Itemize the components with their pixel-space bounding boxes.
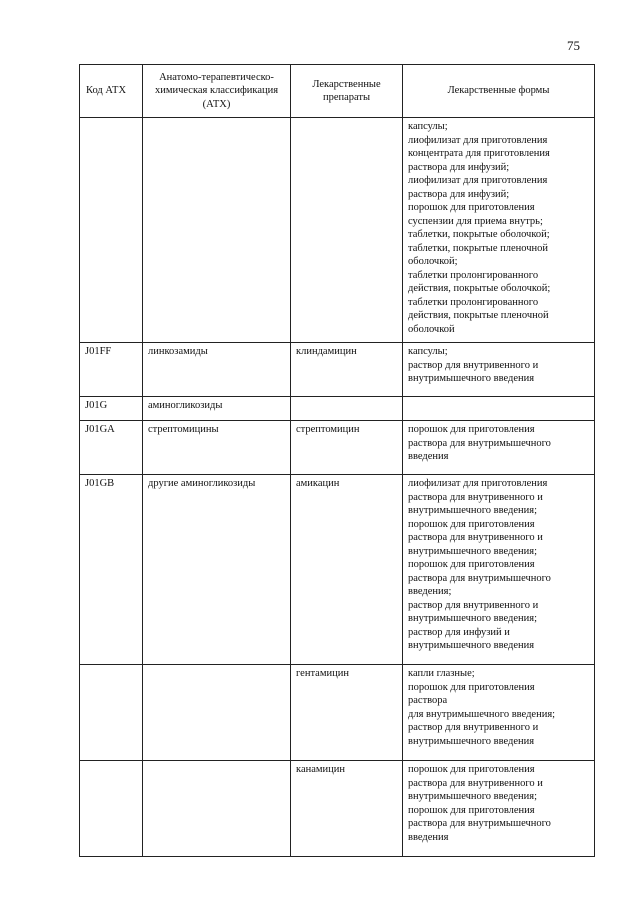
form-line: раствора для внутривенного и [408,491,543,503]
cell-drug: гентамицин [291,665,403,761]
cell-classification [143,665,291,761]
cell-forms [403,761,595,857]
cell-drug: амикацин [291,475,403,665]
cell-drug: канамицин [291,761,403,857]
form-line: действия, покрытые оболочкой; [408,283,551,294]
form-line: порошок для приготовления [408,804,535,816]
header-classification [143,65,291,118]
form-line: внутримышечного введения [408,373,535,384]
form-line: таблетки, покрытые пленочной [408,242,549,254]
form-line: таблетки пролонгированного [408,296,539,308]
cell-forms [403,665,595,761]
cell-code: J01FF [80,343,143,397]
form-line: введения [408,831,449,843]
cell-drug: клиндамицин [291,343,403,397]
form-line: для внутримышечного введения; [408,708,556,720]
cell-forms [403,421,595,475]
cell-code: J01GA [80,421,143,475]
form-line: порошок для приготовления [408,764,535,775]
form-line: оболочкой [408,323,455,335]
form-line: раствора для инфузий; [408,188,510,200]
atx-drug-table [79,64,595,857]
form-line: лиофилизат для приготовления [408,478,548,489]
form-line: оболочкой; [408,256,458,267]
form-line: концентрата для приготовления [408,148,550,159]
form-line: порошок для приготовления [408,681,535,693]
cell-classification [143,761,291,857]
cell-code [80,761,143,857]
cell-code: J01GB [80,475,143,665]
cell-classification [143,118,291,343]
form-line: капсулы; [408,346,448,357]
form-line: внутримышечного введения; [408,505,538,516]
table-header-row [80,65,595,118]
form-line: капли глазные; [408,668,475,679]
cell-classification: аминогликозиды [143,397,291,421]
form-line: капсулы; [408,121,448,132]
form-line: раствора для инфузий; [408,161,510,173]
form-line: порошок для приготовления [408,518,535,530]
form-line: внутримышечного введения; [408,791,538,802]
form-line: лиофилизат для приготовления [408,134,548,146]
cell-forms [403,118,595,343]
form-line: таблетки пролонгированного [408,269,539,281]
page-number: 75 [567,38,580,53]
form-line: действия, покрытые пленочной [408,310,549,321]
form-line: внутримышечного введения; [408,545,538,557]
form-line: таблетки, покрытые оболочкой; [408,229,550,240]
form-line: порошок для приготовления [408,424,535,435]
form-line: раствор для внутривенного и [408,599,539,611]
header-code-atx: Код АТХ [80,65,143,118]
form-line: порошок для приготовления [408,559,535,570]
form-line: введения [408,451,449,462]
cell-code: J01G [80,397,143,421]
header-drugs [291,65,403,118]
form-line: раствора для внутримышечного [408,818,551,829]
table-row [80,421,595,475]
header-classification-label: Анатомо-терапевтическо-химическая классификация (АТХ) [154,71,279,110]
form-line: раствора [408,695,448,706]
form-line: внутримышечного введения [408,640,535,651]
cell-forms [403,397,595,421]
cell-classification: другие аминогликозиды [143,475,291,665]
form-line: раствора для внутримышечного [408,572,551,584]
cell-code [80,118,143,343]
cell-drug: стрептомицин [291,421,403,475]
form-line: введения; [408,586,452,597]
table-row [80,665,595,761]
cell-classification: линкозамиды [143,343,291,397]
form-line: внутримышечного введения [408,735,535,747]
table-row [80,761,595,857]
header-forms: Лекарственные формы [403,65,595,118]
table-row [80,343,595,397]
table-row [80,118,595,343]
form-line: раствор для внутривенного и [408,722,539,733]
form-line: порошок для приготовления [408,202,535,213]
cell-forms [403,475,595,665]
cell-classification: стрептомицины [143,421,291,475]
cell-code [80,665,143,761]
cell-forms [403,343,595,397]
header-drugs-label: Лекарственные препараты [312,78,381,103]
form-line: внутримышечного введения; [408,613,538,624]
cell-drug [291,118,403,343]
form-line: суспензии для приема внутрь; [408,215,543,227]
cell-drug [291,397,403,421]
table-row [80,397,595,421]
form-line: лиофилизат для приготовления [408,175,548,186]
form-line: раствор для внутривенного и [408,359,539,371]
form-line: раствора для внутривенного и [408,532,543,543]
form-line: раствор для инфузий и [408,626,510,638]
table-row [80,475,595,665]
form-line: раствора для внутривенного и [408,777,543,789]
form-line: раствора для внутримышечного [408,437,551,449]
